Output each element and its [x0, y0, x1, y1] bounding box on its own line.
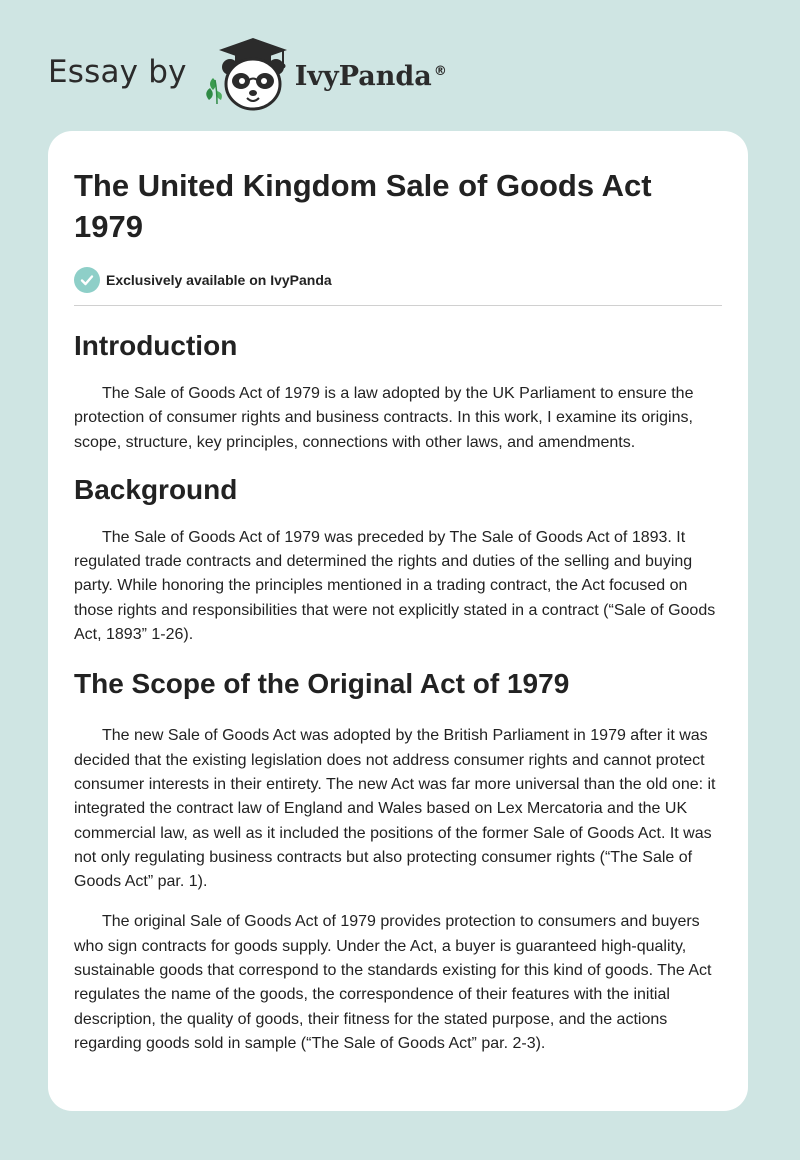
check-circle-icon	[74, 267, 100, 293]
registered-mark: ®	[433, 63, 447, 79]
section-heading-background: Background	[74, 473, 238, 505]
section-scope	[74, 667, 722, 1056]
paragraph: The Sale of Goods Act of 1979 is a law adopted by the UK Parliament to ensure the protection of consumer rights and business contracts. In this work, I examine its origins, scope, structure, key principles, connections with other laws, and amendments.	[74, 385, 694, 451]
section-heading-introduction: Introduction	[74, 330, 238, 361]
section-introduction	[74, 329, 722, 455]
brand-prefix: Essay by	[48, 54, 187, 90]
checkmark-icon	[80, 273, 94, 287]
paragraph: The original Sale of Goods Act of 1979 provides protection to consumers and buyers who sign contracts for goods supply. Under the Act, a buyer is guaranteed high-quality, sustainable goods that correspond to the standards existing for this kind of goods. The Act regulates the name of the goods, the correspondence of their features with the initial description, the quality of goods, their fitness for the stated purpose, and the actions regarding goods sold in sample (“The Sale of Goods Act” par. 2-3).	[74, 913, 712, 1052]
section-heading-scope: The Scope of the Original Act of 1979	[74, 668, 570, 700]
page-title: The United Kingdom Sale of Goods Act 1979	[74, 168, 652, 244]
paragraph: The Sale of Goods Act of 1979 was preceded by The Sale of Goods Act of 1893. It regulated trade contracts and determined the rights and duties of the selling and buying party. While honoring the principles mentioned in a trading contract, the Act focused on those rights and responsibilities that were not explicitly stated in a contract (“Sale of Goods Act, 1893” 1-26).	[74, 528, 716, 644]
brand-name[interactable]	[295, 61, 447, 92]
exclusive-badge	[74, 267, 722, 293]
site-header	[48, 36, 447, 112]
paragraph: The new Sale of Goods Act was adopted by the British Parliament in 1979 after it was decided that the existing legislation does not address consumer rights and cannot protect consumer interests in their entirety. The new Act was far more universal than the old one: it integrated the contract law of England and Wales based on Lex Mercatoria and the UK commercial law, as well as it included the positions of the former Sale of Goods Act. It was not only regulating business contracts but also protecting consumer rights (“The Sale of Goods Act” par. 1).	[74, 727, 716, 891]
essay-card	[48, 131, 748, 1111]
panda-graduate-logo-icon[interactable]	[201, 36, 293, 112]
exclusive-label: Exclusively available on IvyPanda	[106, 272, 332, 288]
section-background	[74, 473, 722, 647]
brand-name-text: IvyPanda	[294, 60, 432, 92]
divider	[74, 305, 722, 306]
